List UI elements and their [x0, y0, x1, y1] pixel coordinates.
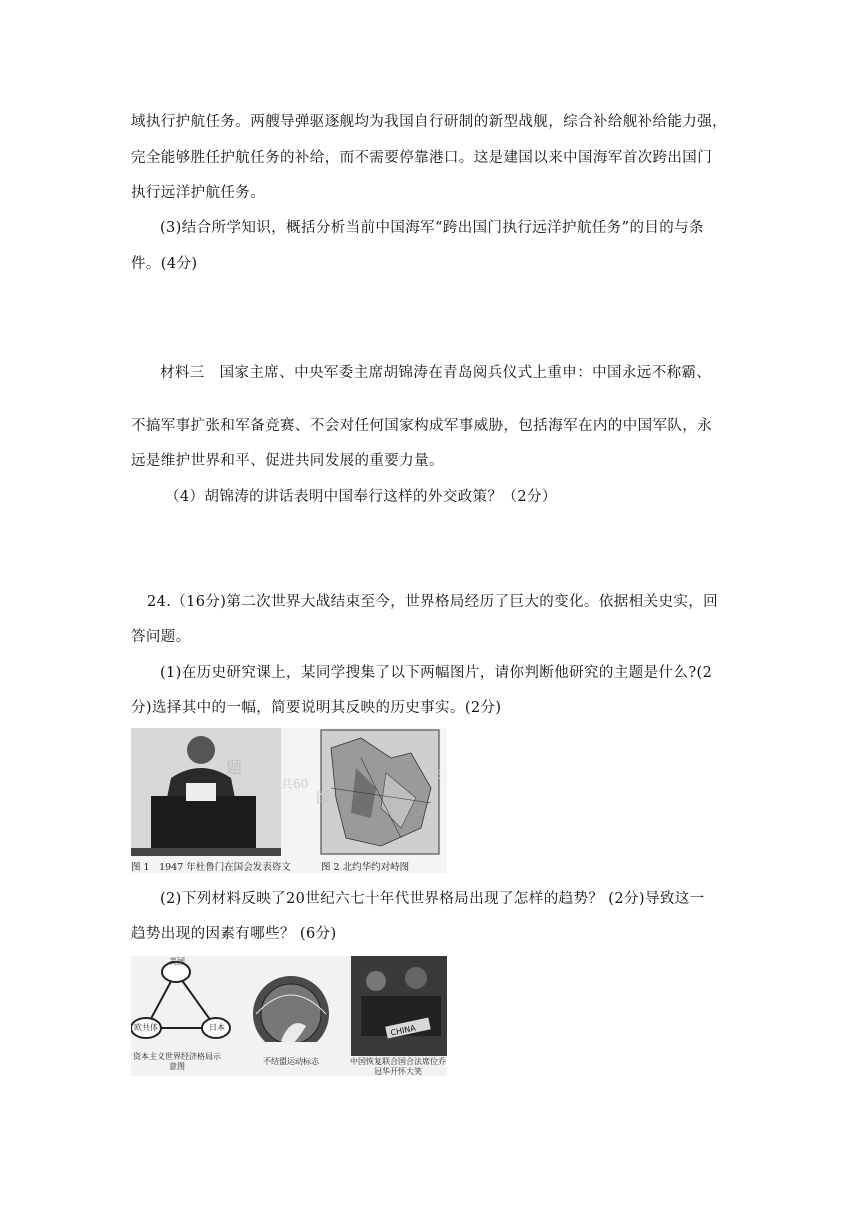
question-24-1: (1)在历史研究课上，某同学搜集了以下两幅图片，请你判断他研究的主题是什么?(2 — [160, 665, 713, 681]
figure-2 — [131, 956, 447, 1076]
figure-1-graphic — [131, 728, 447, 873]
svg-text:共60: 共60 — [281, 777, 309, 791]
question-24-1-cont: 分)选择其中的一幅，简要说明其反映的历史事实。(2分) — [131, 700, 502, 716]
question-3-cont: 件。(4分) — [131, 256, 198, 272]
question-24-2-cont: 趋势出现的因素有哪些？ (6分) — [131, 926, 337, 942]
question-24: 24.（16分)第二次世界大战结束至今，世界格局经历了巨大的变化。依据相关史实，回 — [147, 594, 719, 610]
text-line: 执行远洋护航任务。 — [131, 185, 266, 201]
figure-1-caption: 图 1 1947 年杜鲁门在国会发表咨文 — [131, 862, 291, 873]
figure-1 — [131, 728, 447, 873]
figure-caption-nonaligned: 不结盟运动标志 — [263, 1057, 319, 1066]
figure-caption-economy: 资本主义世界经济格局示意图 — [133, 1052, 221, 1071]
china-sign-text: CHINA — [389, 1023, 417, 1038]
material-3-cont: 不搞军事扩张和军备竞赛、不会对任何国家构成军事威胁，包括海军在内的中国军队，永 — [131, 418, 713, 434]
svg-text:图: 图 — [316, 791, 330, 807]
text-line: 完全能够胜任护航任务的补给，而不需要停靠港口。这是建国以来中国海军首次跨出国门 — [131, 150, 713, 166]
node-jp: 日本 — [209, 1023, 225, 1032]
question-24-2: (2)下列材料反映了20世纪六七十年代世界格局出现了怎样的趋势？ (2分)导致这一 — [160, 891, 705, 907]
question-3: (3)结合所学知识，概括分析当前中国海军“跨出国门执行远洋护航任务”的目的与条 — [160, 220, 704, 236]
question-4: （4）胡锦涛的讲话表明中国奉行这样的外交政策？（2分） — [165, 489, 557, 505]
question-24-cont: 答问题。 — [131, 629, 191, 645]
figure-2-caption: 图 2 北约华约对峙图 — [321, 862, 410, 873]
material-3-cont: 远是维护世界和平、促进共同发展的重要力量。 — [131, 453, 444, 469]
figure-caption-un: 中国恢复联合国合法席位乔冠华开怀大笑 — [350, 1057, 446, 1076]
svg-text:题: 题 — [226, 758, 243, 777]
node-eu: 欧共体 — [134, 1023, 158, 1032]
node-us: 美国 — [169, 957, 185, 966]
text-line: 域执行护航任务。两艘导弹驱逐舰均为我国自行研制的新型战舰，综合补给舰补给能力强， — [131, 114, 727, 130]
material-3: 材料三 国家主席、中央军委主席胡锦涛在青岛阅兵仪式上重申：中国永远不称霸、 — [160, 365, 712, 381]
svg-text:关: 关 — [429, 767, 442, 781]
